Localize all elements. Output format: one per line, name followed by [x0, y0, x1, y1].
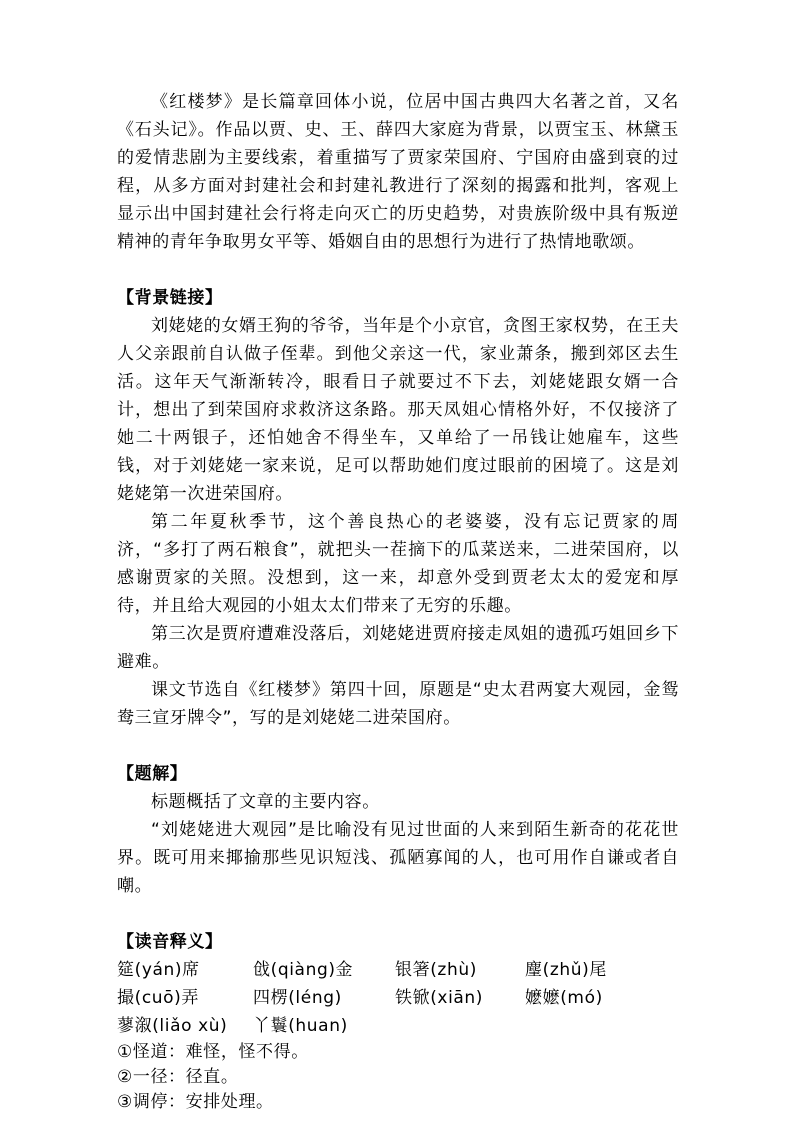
vocab-item: 戗(qiàng)金: [253, 960, 354, 980]
note-item: ①怪道：难怪，怪不得。: [117, 1042, 309, 1062]
reading-heading: 【读音释义】: [117, 932, 223, 952]
vocab-item: 麈(zhǔ)尾: [525, 960, 607, 980]
background-paragraph-1: 刘姥姥的女婿王狗的爷爷，当年是个小京官，贪图王家权势，在王夫人父亲跟前自认做子侄辈。到他父亲这一代，家业萧条，搬到郊区去生活。这年天气渐渐转冷，眼看日子就要过不下去，刘姥姥跟女婿一合计，想出了到荣国府求救济这条路。那天凤姐心情格外好，不仅接济了她二十两银子，还怕她舍不得坐车，又单给了一吊钱让她雇车，这些钱，对于刘姥姥一家来说，足可以帮助她们度过眼前的困境了。这是刘姥姥第一次进荣国府。: [117, 316, 679, 504]
vocab-item: 丫鬟(huan): [253, 1016, 348, 1036]
document-page: [117, 88, 679, 1115]
vocab-grid: [117, 956, 679, 1040]
vocab-item: 筵(yán)席: [117, 960, 200, 980]
notes-list: [117, 1040, 679, 1115]
note-item: ②一径：径直。: [117, 1067, 239, 1087]
vocab-item: 银箸(zhù): [395, 960, 477, 980]
background-paragraph-3: 第三次是贾府遭难没落后，刘姥姥进贾府接走凤姐的遗孤巧姐回乡下避难。: [117, 624, 679, 672]
background-paragraph-4: 课文节选自《红楼梦》第四十回，原题是“史太君两宴大观园，金鸳鸯三宣牙牌令”，写的是刘姥姥二进荣国府。: [117, 680, 679, 728]
intro-paragraph: 《红楼梦》是长篇章回体小说，位居中国古典四大名著之首，又名《石头记》。作品以贾、史、王、薛四大家庭为背景，以贾宝玉、林黛玉的爱情悲剧为主要线索，着重描写了贾家荣国府、宁国府由盛到衰的过程，从多方面对封建社会和封建礼教进行了深刻的揭露和批判，客观上显示出中国封建社会行将走向灭亡的历史趋势，对贵族阶级中具有叛逆精神的青年争取男女平等、婚姻自由的思想行为进行了热情地歌颂。: [117, 92, 679, 252]
vocab-item: 铁锨(xiān): [395, 988, 484, 1008]
title-explain-paragraph-1: 标题概括了文章的主要内容。: [151, 792, 380, 812]
vocab-item: 嬷嬷(mó): [525, 988, 603, 1008]
title-explain-heading: 【题解】: [117, 764, 188, 784]
title-explain-paragraph-2: “刘姥姥进大观园”是比喻没有见过世面的人来到陌生新奇的花花世界。既可用来揶揄那些见识短浅、孤陋寡闻的人，也可用作自谦或者自嘲。: [117, 820, 679, 896]
background-heading: 【背景链接】: [117, 288, 223, 308]
note-item: ③调停：安排处理。: [117, 1092, 274, 1112]
background-paragraph-2: 第二年夏秋季节，这个善良热心的老婆婆，没有忘记贾家的周济，“多打了两石粮食”，就把头一茬摘下的瓜菜送来，二进荣国府，以感谢贾家的关照。没想到，这一来，却意外受到贾老太太的爱宠和厚待，并且给大观园的小姐太太们带来了无穷的乐趣。: [117, 512, 679, 616]
vocab-item: 四楞(léng): [253, 988, 342, 1008]
vocab-item: 撮(cuō)弄: [117, 988, 199, 1008]
vocab-item: 蓼溆(liǎo xù): [117, 1016, 228, 1036]
